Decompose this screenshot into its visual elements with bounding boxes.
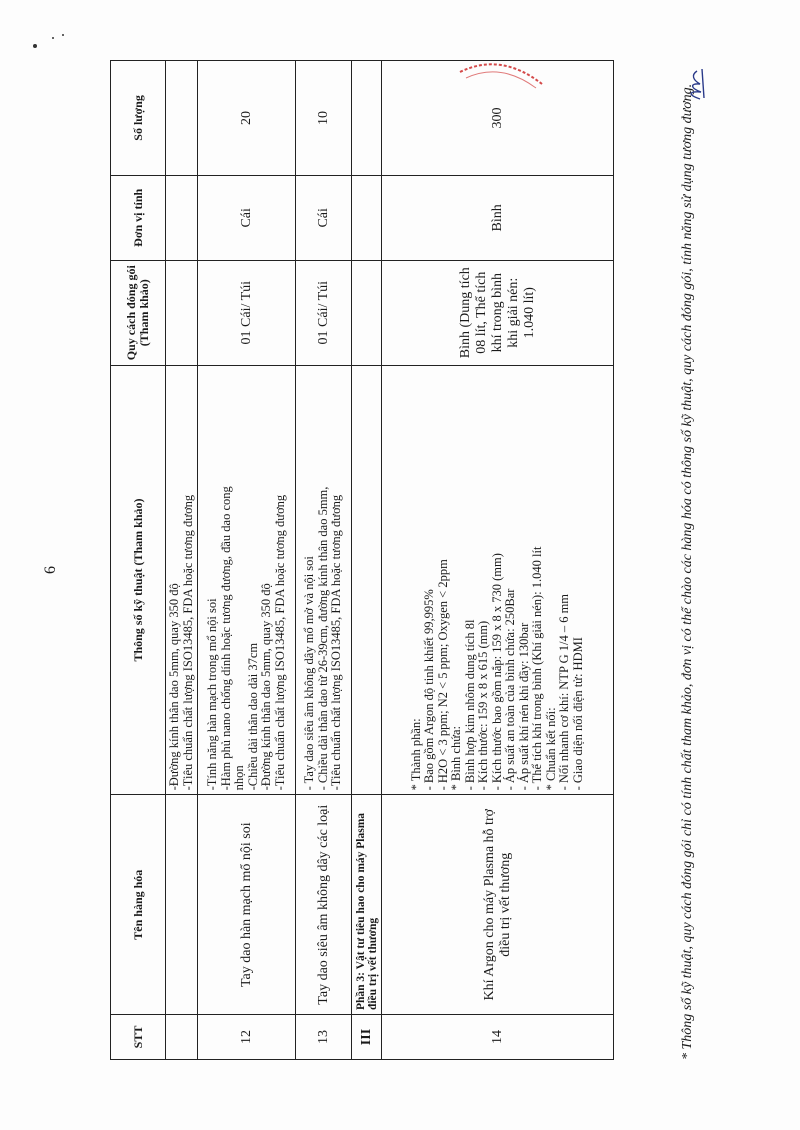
row-name: Khí Argon cho máy Plasma hỗ trợ điều trị vết thương xyxy=(382,795,614,1015)
row-quantity: 300 xyxy=(382,61,614,176)
row-packaging: 01 Cái/ Túi xyxy=(198,260,296,365)
spec-line: -Tiêu chuẩn chất lượng ISO13485, FDA hoặc tương đương xyxy=(272,494,287,791)
spec-line: - Kích thước: 159 x 8 x 615 (mm) xyxy=(476,620,491,791)
table-row xyxy=(296,61,352,1060)
row-name: Tay dao siêu âm không dây các loại xyxy=(296,795,352,1015)
spec-line: -Hàm phủ nano chống dính hoặc tương đương, đầu dao cong xyxy=(218,486,233,791)
row-stt: 14 xyxy=(382,1015,614,1060)
header-packaging: Quy cách đóng gói (Tham khảo) xyxy=(111,260,166,365)
header-name: Tên hàng hóa xyxy=(111,795,166,1015)
header-unit: Đơn vị tính xyxy=(111,175,166,260)
row-stt: 13 xyxy=(296,1015,352,1060)
row-unit: Cái xyxy=(296,175,352,260)
spec-line: - Giao diện nối điện tử: HDMI xyxy=(570,637,585,791)
spec-line: - Áp suất an toàn của bình chứa: 250Bar xyxy=(503,588,518,791)
table-row-continued xyxy=(166,61,198,1060)
spec-line: - Nối nhanh cơ khí: NTP G 1/4 – 6 mm xyxy=(557,593,572,791)
spec-cell xyxy=(296,365,352,795)
spec-line: * Bình chứa: xyxy=(449,725,464,791)
row-quantity: 10 xyxy=(296,61,352,176)
section-row xyxy=(352,61,382,1060)
rotated-page xyxy=(30,30,770,1110)
spec-line: - Bình hợp kim nhôm dung tích 8l xyxy=(462,619,477,791)
spec-line: -Chiều dài thân dao dài 37cm xyxy=(245,642,260,791)
spec-cell xyxy=(382,365,614,795)
spec-line: - Tay dao siêu âm không dây mổ mở và nội soi xyxy=(302,556,317,791)
section-roman: III xyxy=(352,1015,382,1060)
row-packaging: Bình (Dung tích 08 lít, Thể tích khí trong bình khi giải nén: 1.040 lít) xyxy=(382,260,614,365)
row-unit: Bình xyxy=(382,175,614,260)
spec-line: -Đường kính thân dao 5mm, quay 350 độ xyxy=(259,583,273,791)
initials-signature xyxy=(685,66,707,102)
page-number: 6 xyxy=(42,566,59,574)
spec-line: * Chuẩn kết nối: xyxy=(543,707,558,791)
spec-line: - Chiều dài thân dao từ 26-39cm, đường kính thân dao 5mm, xyxy=(315,486,330,791)
row-name: Tay dao hàn mạch mổ nội soi xyxy=(198,795,296,1015)
footnote: * Thông số kỹ thuật, quy cách đóng gói chỉ có tính chất tham khảo, đơn vị có thể chào các hàng hóa có thông số kỹ thuật, quy cách đóng gói, tính năng sử dụng tương đương. xyxy=(680,83,695,1060)
spec-cell xyxy=(166,365,198,795)
spec-line: -Tiêu chuẩn chất lượng ISO13485, FDA hoặc tương đương xyxy=(329,494,344,791)
row-stt: 12 xyxy=(198,1015,296,1060)
spec-line: - Áp suất khí nén khi đầy: 130bar xyxy=(516,622,531,791)
spec-line: nhọn xyxy=(232,765,246,791)
spec-line: - Kích thước bao gồm nắp: 159 x 8 x 730 (mm) xyxy=(489,553,504,791)
row-packaging: 01 Cái/ Túi xyxy=(296,260,352,365)
spec-line: -Đường kính thân dao 5mm, quay 350 độ xyxy=(167,583,181,791)
header-stt: STT xyxy=(111,1015,166,1060)
spec-line: * Thành phần: xyxy=(408,718,423,791)
header-quantity: Số lượng xyxy=(111,61,166,176)
spec-line: - H2O < 3 ppm; N2 < 5 ppm; Oxygen < 2ppm xyxy=(435,559,450,791)
table-row xyxy=(198,61,296,1060)
spec-line: -Tiêu chuẩn chất lượng ISO13485, FDA hoặc tương đương xyxy=(180,494,195,791)
header-spec: Thông số kỹ thuật (Tham khảo) xyxy=(111,365,166,795)
table-header-row xyxy=(111,61,166,1060)
spec-line: - Thể tích khí trong bình (Khí giải nén): 1.040 lít xyxy=(530,546,545,791)
table-row xyxy=(382,61,614,1060)
spec-line: - Bao gồm Argon độ tinh khiết 99,995% xyxy=(422,589,437,791)
row-unit: Cái xyxy=(198,175,296,260)
row-quantity: 20 xyxy=(198,61,296,176)
spec-line: -Tính năng hàn mạch trong mổ nội soi xyxy=(205,598,219,791)
specification-table xyxy=(110,60,614,1060)
spec-cell xyxy=(198,365,296,795)
section-name: Phần 3: Vật tư tiêu hao cho máy Plasma điều trị vết thương xyxy=(352,795,382,1015)
